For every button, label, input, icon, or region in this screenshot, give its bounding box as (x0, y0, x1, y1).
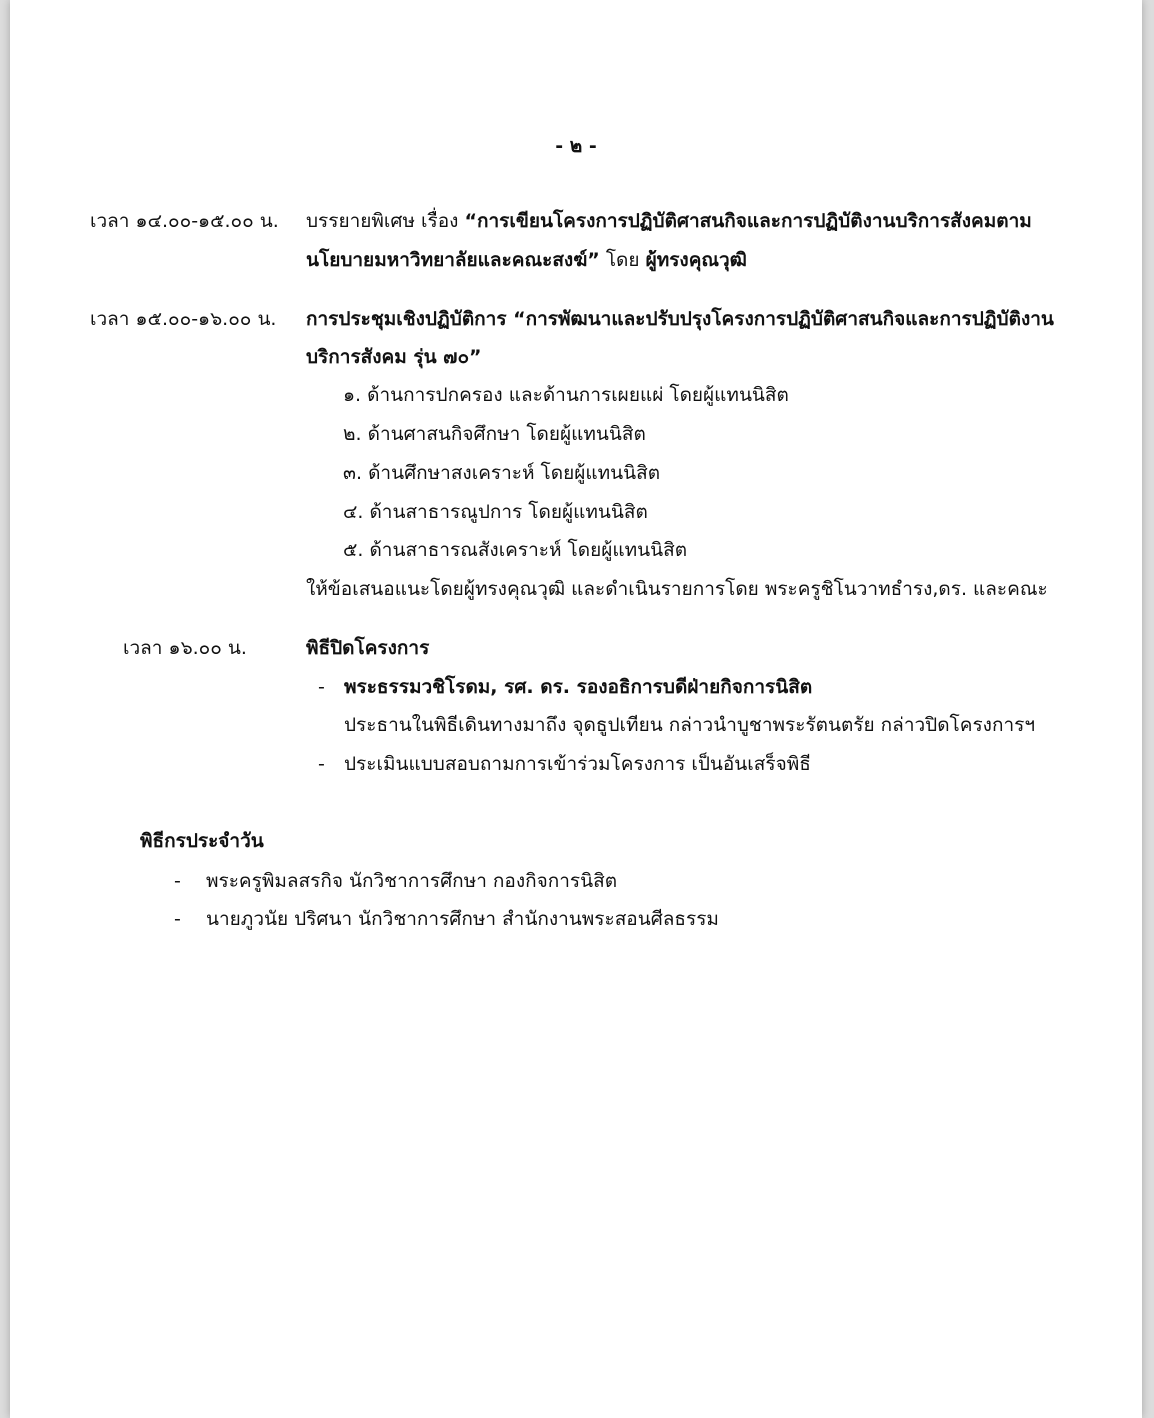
mc-heading: พิธีกรประจำวัน (140, 830, 264, 852)
session-3-bullet-1-detail: ประธานในพิธีเดินทางมาถึง จุดธูปเทียน กล่าวนำบูชาพระรัตนตรัย กล่าวปิดโครงการฯ (344, 714, 1036, 736)
session-3-bullet-1: พระธรรมวชิโรดม, รศ. ดร. รองอธิการบดีฝ่ายกิจการนิสิต (344, 676, 813, 698)
session-1-by: โดย (605, 249, 640, 271)
mc-item-2: นายภูวนัย ปริศนา นักวิชาการศึกษา สำนักงานพระสอนศีลธรรม (206, 908, 719, 930)
session-1-prefix: บรรยายพิเศษ เรื่อง (306, 210, 459, 232)
session-2-item-3: ๓. ด้านศึกษาสงเคราะห์ โดยผู้แทนนิสิต (343, 462, 661, 484)
session-1-line-1 (306, 209, 1032, 233)
session-1-line-2 (306, 248, 747, 272)
session-2-title-cont: บริการสังคม รุ่น ๗๐” (306, 346, 482, 368)
session-2-item-2: ๒. ด้านศาสนกิจศึกษา โดยผู้แทนนิสิต (343, 423, 646, 445)
mc-item-2-dash: - (174, 908, 181, 930)
session-1-time: เวลา ๑๔.๐๐-๑๕.๐๐ น. (90, 210, 279, 232)
session-2-time: เวลา ๑๕.๐๐-๑๖.๐๐ น. (90, 308, 277, 330)
document-page (10, 0, 1142, 1418)
session-3-time: เวลา ๑๖.๐๐ น. (123, 637, 247, 659)
mc-item-1-dash: - (174, 870, 181, 892)
session-2-item-5: ๕. ด้านสาธารณสังเคราะห์ โดยผู้แทนนิสิต (343, 539, 688, 561)
session-2-title: การประชุมเชิงปฏิบัติการ “การพัฒนาและปรับปรุงโครงการปฏิบัติศาสนกิจและการปฏิบัติงาน (306, 308, 1054, 330)
session-2-item-1: ๑. ด้านการปกครอง และด้านการเผยแผ่ โดยผู้แทนนิสิต (343, 384, 789, 406)
session-1-topic-cont: นโยบายมหาวิทยาลัยและคณะสงฆ์” (306, 249, 600, 271)
session-3-bullet-2-dash: - (318, 753, 325, 775)
session-1-topic: “การเขียนโครงการปฏิบัติศาสนกิจและการปฏิบัติงานบริการสังคมตาม (464, 210, 1032, 232)
session-2-item-4: ๔. ด้านสาธารณูปการ โดยผู้แทนนิสิต (343, 501, 648, 523)
session-2-footer: ให้ข้อเสนอแนะโดยผู้ทรงคุณวุฒิ และดำเนินรายการโดย พระครูชิโนวาทธำรง,ดร. และคณะ (306, 578, 1048, 600)
session-3-title: พิธีปิดโครงการ (306, 637, 430, 659)
page-number: - ๒ - (555, 135, 597, 157)
session-3-bullet-2: ประเมินแบบสอบถามการเข้าร่วมโครงการ เป็นอันเสร็จพิธี (344, 753, 811, 775)
session-1-speaker: ผู้ทรงคุณวุฒิ (645, 249, 747, 271)
session-3-bullet-1-dash: - (318, 676, 325, 698)
mc-item-1: พระครูพิมลสรกิจ นักวิชาการศึกษา กองกิจการนิสิต (206, 870, 618, 892)
